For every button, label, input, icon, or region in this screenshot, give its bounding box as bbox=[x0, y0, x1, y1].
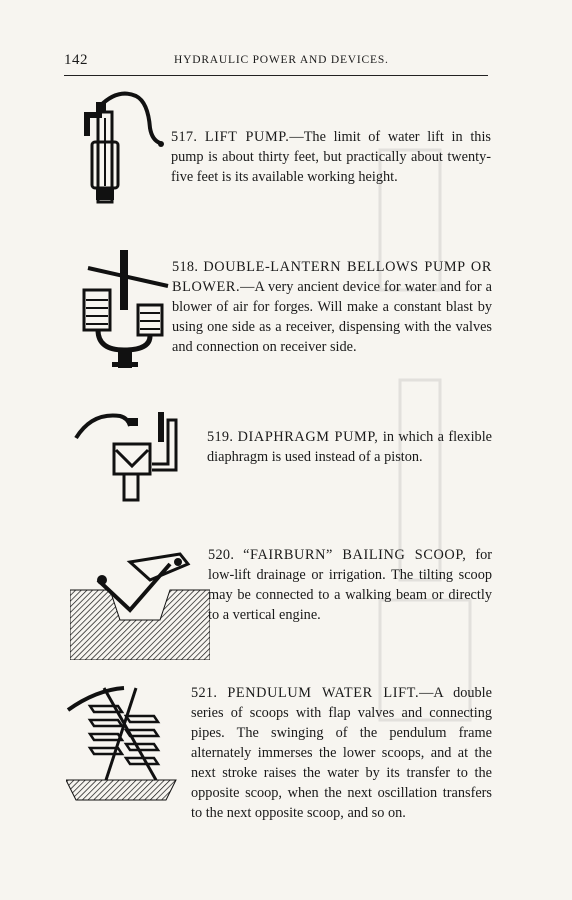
entry-number: 520. bbox=[208, 547, 235, 563]
entry-title: DIAPHRAGM PUMP, bbox=[237, 429, 379, 445]
entry-body: in which a flexible diaphragm is used instead of a piston. bbox=[207, 429, 493, 465]
entry-517 bbox=[171, 127, 491, 187]
entry-number: 519. bbox=[207, 429, 234, 445]
entry-519 bbox=[207, 427, 492, 467]
entry-number: 518. bbox=[172, 259, 199, 275]
entry-number: 521. bbox=[191, 685, 218, 701]
entry-title: PENDULUM WATER LIFT. bbox=[227, 685, 420, 701]
entry-title: DOUBLE-LANTERN BELLOWS PUMP OR BLOWER. bbox=[172, 259, 492, 295]
diaphragm-pump-illustration bbox=[72, 408, 192, 503]
page-number: 142 bbox=[64, 52, 88, 68]
bailing-scoop-illustration bbox=[70, 550, 210, 660]
pendulum-water-lift-illustration bbox=[66, 680, 186, 805]
lift-pump-illustration bbox=[78, 88, 168, 208]
entry-number: 517. bbox=[171, 129, 198, 145]
entry-body: —A very ancient device for water and for a blower of air for forges. Will make a constant blast by using one side as a receiver, dispensing with the valves and connection on receiver side. bbox=[172, 279, 492, 355]
entry-body: —The limit of water lift in this pump is about thirty feet, but practically about twenty-five feet is its available working height. bbox=[171, 129, 491, 185]
entry-title: LIFT PUMP. bbox=[204, 129, 290, 145]
entry-518 bbox=[172, 257, 492, 357]
entry-title: “FAIRBURN” BAILING SCOOP, bbox=[243, 547, 467, 563]
entry-520 bbox=[208, 545, 492, 625]
header-rule bbox=[64, 75, 488, 76]
bellows-pump-illustration bbox=[78, 250, 178, 375]
running-title: HYDRAULIC POWER AND DEVICES. bbox=[174, 54, 389, 66]
entry-body: —A double series of scoops with flap valves and connecting pipes. The swinging of the pendulum frame alternately immerses the lower scoops, and at the next stroke raises the water by its transfer to the opposite scoop, when the next oscillation transfers to the next opposite scoop, and so on. bbox=[191, 685, 492, 821]
entry-521 bbox=[191, 683, 492, 823]
page-header bbox=[64, 52, 488, 72]
entry-body: for low-lift drainage or irrigation. The tilting scoop may be connected to a walking beam or directly to a vertical engine. bbox=[208, 547, 492, 623]
